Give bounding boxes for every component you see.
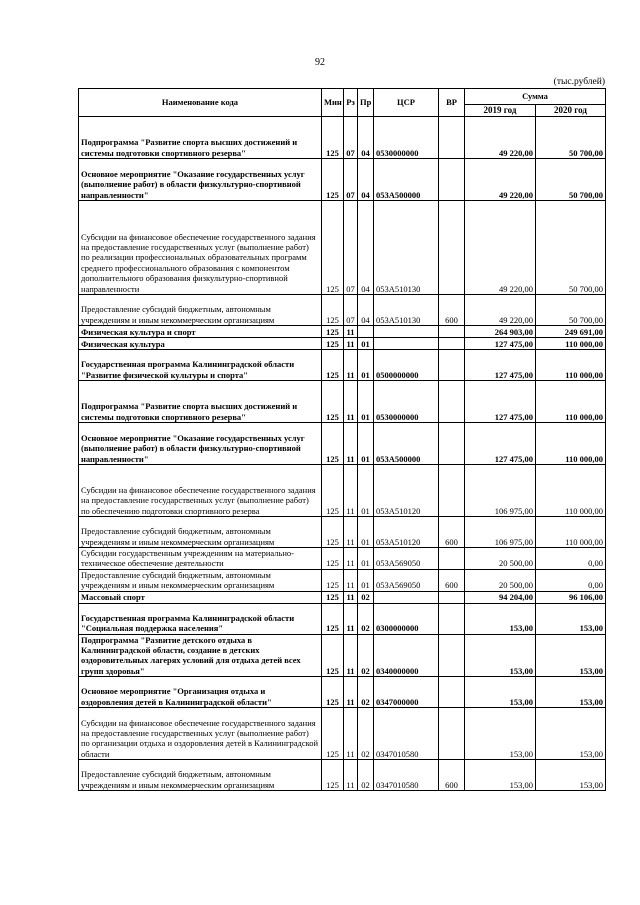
row-amount-2020: 110 000,00 [536,465,606,517]
row-min: 125 [322,381,344,423]
row-csr: 053A500000 [374,159,439,201]
row-name: Государственная программа Калининградской области "Развитие физической культуры и спорта" [79,350,322,381]
row-pr: 01 [358,548,374,570]
row-amount-2020: 110 000,00 [536,517,606,548]
row-name: Предоставление субсидий бюджетным, автономным учреждениям и иным некоммерческим организациям [79,569,322,591]
row-csr [374,326,439,338]
row-amount-2020: 153,00 [536,760,606,791]
row-csr: 053A510120 [374,465,439,517]
row-name: Основное мероприятие "Оказание государственных услуг (выполнение работ) в области физкультурно-спортивной направленности" [79,159,322,201]
row-amount-2019: 106 975,00 [465,465,536,517]
row-pr [358,326,374,338]
row-amount-2020: 153,00 [536,634,606,677]
row-pr: 01 [358,350,374,381]
row-amount-2019: 127 475,00 [465,338,536,350]
header-name: Наименование кода [79,89,322,117]
row-name: Основное мероприятие "Организация отдыха и оздоровления детей в Калининградской области" [79,677,322,708]
row-rz: 11 [344,760,358,791]
row-csr: 053A510130 [374,295,439,326]
table-row [79,326,606,338]
table-row [79,517,606,548]
row-pr: 02 [358,760,374,791]
row-amount-2019: 153,00 [465,634,536,677]
row-rz: 11 [344,381,358,423]
row-rz: 11 [344,423,358,465]
table-row [79,465,606,517]
row-rz: 11 [344,677,358,708]
row-csr: 053A569050 [374,548,439,570]
table-row [79,381,606,423]
row-min: 125 [322,350,344,381]
row-rz: 11 [344,603,358,634]
row-csr: 053A510130 [374,201,439,295]
row-min: 125 [322,603,344,634]
row-amount-2019: 127 475,00 [465,350,536,381]
row-rz: 11 [344,634,358,677]
row-csr: 0347010580 [374,760,439,791]
row-rz: 07 [344,159,358,201]
row-pr: 04 [358,159,374,201]
row-csr: 053A510120 [374,517,439,548]
row-amount-2020: 0,00 [536,569,606,591]
header-vr: ВР [439,89,465,117]
row-name: Предоставление субсидий бюджетным, автономным учреждениям и иным некоммерческим организациям [79,295,322,326]
row-amount-2020: 110 000,00 [536,423,606,465]
row-min: 125 [322,326,344,338]
row-amount-2020: 110 000,00 [536,350,606,381]
row-rz: 07 [344,201,358,295]
row-amount-2019: 49 220,00 [465,159,536,201]
row-vr [439,708,465,760]
row-min: 125 [322,201,344,295]
row-pr: 02 [358,603,374,634]
row-min: 125 [322,117,344,159]
header-2019: 2019 год [465,105,536,117]
row-amount-2019: 153,00 [465,760,536,791]
row-amount-2019: 49 220,00 [465,201,536,295]
row-min: 125 [322,569,344,591]
row-rz: 11 [344,548,358,570]
row-name: Массовый спорт [79,591,322,603]
row-name: Предоставление субсидий бюджетным, автономным учреждениям и иным некоммерческим организациям [79,760,322,791]
row-amount-2020: 153,00 [536,708,606,760]
row-amount-2019: 153,00 [465,677,536,708]
row-pr: 01 [358,517,374,548]
row-amount-2020: 50 700,00 [536,159,606,201]
row-vr [439,465,465,517]
row-name: Субсидии на финансовое обеспечение государственного задания на предоставление государственных услуг (выполнение работ) по реализации профессиональных образовательных программ среднего профессионального образования с компонентом дополнительного образования физкультурно-спортивной направленности [79,201,322,295]
row-pr: 02 [358,591,374,603]
row-pr: 01 [358,465,374,517]
row-name: Физическая культура [79,338,322,350]
table-row [79,350,606,381]
row-amount-2019: 153,00 [465,708,536,760]
row-vr: 600 [439,295,465,326]
row-csr: 0340000000 [374,634,439,677]
row-pr: 01 [358,569,374,591]
row-rz: 11 [344,708,358,760]
header-rz: Рз [344,89,358,117]
row-min: 125 [322,338,344,350]
row-pr: 01 [358,381,374,423]
row-pr: 01 [358,338,374,350]
header-csr: ЦСР [374,89,439,117]
row-name: Субсидии на финансовое обеспечение государственного задания на предоставление государственных услуг (выполнение работ) по обеспечению подготовки спортивного резерва [79,465,322,517]
table-row [79,338,606,350]
row-amount-2020: 153,00 [536,677,606,708]
row-csr: 0347000000 [374,677,439,708]
row-csr [374,591,439,603]
table-row [79,117,606,159]
row-pr: 04 [358,295,374,326]
row-vr [439,338,465,350]
row-name: Субсидии на финансовое обеспечение государственного задания на предоставление государственных услуг (выполнение работ) по организации отдыха и оздоровления детей в Калининградской области [79,708,322,760]
row-vr [439,350,465,381]
row-min: 125 [322,591,344,603]
row-pr: 04 [358,117,374,159]
row-amount-2019: 94 204,00 [465,591,536,603]
row-vr [439,548,465,570]
table-row [79,423,606,465]
row-vr [439,381,465,423]
row-min: 125 [322,548,344,570]
row-amount-2019: 153,00 [465,603,536,634]
row-min: 125 [322,159,344,201]
row-vr [439,159,465,201]
row-min: 125 [322,423,344,465]
row-pr: 02 [358,708,374,760]
row-name: Подпрограмма "Развитие детского отдыха в Калининградской области, создание в детских оздоровительных лагерях условий для отдыха детей всех групп здоровья" [79,634,322,677]
budget-table [78,88,606,791]
header-min: Мин [322,89,344,117]
row-csr: 0347010580 [374,708,439,760]
table-row [79,159,606,201]
header-pr: Пр [358,89,374,117]
row-vr [439,423,465,465]
row-csr: 0500000000 [374,350,439,381]
row-vr [439,603,465,634]
units-label: (тыс.рублей) [553,77,605,87]
table-row [79,201,606,295]
row-csr [374,338,439,350]
page-number: 92 [315,57,325,68]
row-vr: 600 [439,517,465,548]
row-min: 125 [322,708,344,760]
row-amount-2019: 49 220,00 [465,295,536,326]
row-vr [439,201,465,295]
row-pr: 01 [358,423,374,465]
table-row [79,569,606,591]
row-amount-2020: 110 000,00 [536,381,606,423]
header-2020: 2020 год [536,105,606,117]
row-name: Физическая культура и спорт [79,326,322,338]
row-csr: 0530000000 [374,381,439,423]
row-rz: 11 [344,350,358,381]
row-amount-2019: 106 975,00 [465,517,536,548]
table-header-row [79,89,606,105]
row-name: Предоставление субсидий бюджетным, автономным учреждениям и иным некоммерческим организациям [79,517,322,548]
row-pr: 02 [358,677,374,708]
row-vr [439,326,465,338]
row-amount-2020: 153,00 [536,603,606,634]
row-amount-2020: 50 700,00 [536,117,606,159]
row-rz: 11 [344,465,358,517]
row-name: Основное мероприятие "Оказание государственных услуг (выполнение работ) в области физкультурно-спортивной направленности" [79,423,322,465]
row-rz: 11 [344,517,358,548]
row-amount-2020: 50 700,00 [536,295,606,326]
table-row [79,603,606,634]
row-csr: 053A569050 [374,569,439,591]
row-rz: 11 [344,591,358,603]
row-name: Государственная программа Калининградской области "Социальная поддержка населения" [79,603,322,634]
row-pr: 04 [358,201,374,295]
table-row [79,634,606,677]
row-vr [439,677,465,708]
row-vr [439,117,465,159]
row-rz: 07 [344,117,358,159]
row-amount-2019: 20 500,00 [465,569,536,591]
row-min: 125 [322,760,344,791]
row-vr [439,591,465,603]
row-amount-2020: 50 700,00 [536,201,606,295]
row-name: Субсидии государственным учреждениям на материально-техническое обеспечение деятельности [79,548,322,570]
row-min: 125 [322,677,344,708]
row-csr: 0530000000 [374,117,439,159]
row-rz: 11 [344,569,358,591]
row-name: Подпрограмма "Развитие спорта высших достижений и системы подготовки спортивного резерва" [79,381,322,423]
table-body [79,117,606,791]
row-min: 125 [322,634,344,677]
row-amount-2019: 127 475,00 [465,423,536,465]
row-amount-2020: 0,00 [536,548,606,570]
row-min: 125 [322,517,344,548]
table-row [79,708,606,760]
row-min: 125 [322,295,344,326]
header-sum: Сумма [465,89,606,105]
table-row [79,548,606,570]
row-amount-2019: 127 475,00 [465,381,536,423]
row-amount-2019: 20 500,00 [465,548,536,570]
row-name: Подпрограмма "Развитие спорта высших достижений и системы подготовки спортивного резерва" [79,117,322,159]
row-vr: 600 [439,760,465,791]
row-pr: 02 [358,634,374,677]
row-csr: 053A500000 [374,423,439,465]
row-amount-2019: 264 903,00 [465,326,536,338]
row-rz: 11 [344,326,358,338]
row-amount-2020: 249 691,00 [536,326,606,338]
row-rz: 07 [344,295,358,326]
row-min: 125 [322,465,344,517]
table-row [79,295,606,326]
row-amount-2020: 96 106,00 [536,591,606,603]
row-vr: 600 [439,569,465,591]
row-amount-2020: 110 000,00 [536,338,606,350]
row-amount-2019: 49 220,00 [465,117,536,159]
table-row [79,677,606,708]
table-row [79,760,606,791]
row-csr: 0300000000 [374,603,439,634]
table-row [79,591,606,603]
row-vr [439,634,465,677]
row-rz: 11 [344,338,358,350]
